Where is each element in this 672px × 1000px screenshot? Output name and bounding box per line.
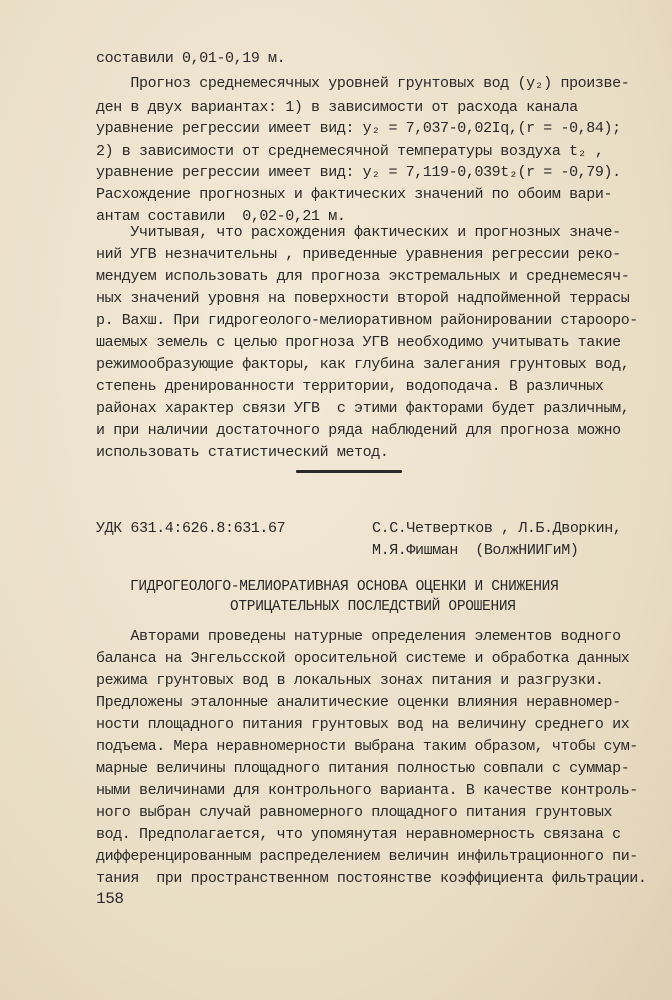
- text-line: районах характер связи УГВ с этими факторами будет различным,: [96, 400, 630, 417]
- text-line: шаемых земель с целью прогноза УГВ необходимо учитывать такие: [96, 334, 621, 351]
- text-line: ден в двух вариантах: 1) в зависимости от расхода канала: [96, 99, 578, 116]
- text-line: подъема. Мера неравномерности выбрана таким образом, чтобы сум-: [96, 738, 638, 755]
- text-line: Расхождение прогнозных и фактических значений по обоим вари-: [96, 186, 613, 203]
- text-line: степень дренированности территории, водоподача. В различных: [96, 378, 604, 395]
- text-line: антам составили 0,02-0,21 м.: [96, 208, 346, 225]
- text-line: дифференцированным распределением величин инфильтрационного пи-: [96, 848, 638, 865]
- text-line: марные величины площадного питания полностью совпали с суммар-: [96, 760, 630, 777]
- text-line: ности площадного питания грунтовых вод на величину среднего их: [96, 716, 630, 733]
- text-line: ных значений уровня на поверхности второй надпойменной террасы: [96, 290, 630, 307]
- udk-code: УДК 631.4:626.8:631.67: [96, 520, 286, 537]
- text-line: баланса на Энгельсской оросительной системе и обработка данных: [96, 650, 630, 667]
- text-line: ного выбран случай равномерного площадного питания грунтовых: [96, 804, 613, 821]
- text-line: ний УГВ незначительны , приведенные уравнения регрессии реко-: [96, 246, 621, 263]
- text-line: уравнение регрессии имеет вид: y₂ = 7,037-0,02Iq,(r = -0,84);: [96, 120, 621, 137]
- article-title-line-2: ОТРИЦАТЕЛЬНЫХ ПОСЛЕДСТВИЙ ОРОШЕНИЯ: [230, 599, 516, 615]
- text-line: Прогноз среднемесячных уровней грунтовых вод (y₂) произве-: [96, 75, 630, 92]
- page-number: 158: [96, 890, 124, 908]
- text-line: тания при пространственном постоянстве коэффициента фильтрации.: [96, 870, 647, 887]
- authors-affiliation: М.Я.Фишман (ВолжНИИГиМ): [372, 542, 579, 559]
- text-line: режима грунтовых вод в локальных зонах питания и разгрузки.: [96, 672, 604, 689]
- text-line: ными величинами для контрольного варианта. В качестве контроль-: [96, 782, 638, 799]
- text-line: р. Вахш. При гидрогеолого-мелиоративном районировании староoро-: [96, 312, 638, 329]
- article-title: ГИДРОГЕОЛОГО-МЕЛИОРАТИВНАЯ ОСНОВА ОЦЕНКИ И СНИЖЕНИЯ: [130, 579, 559, 595]
- text-line: мендуем использовать для прогноза экстремальных и среднемесяч-: [96, 268, 630, 285]
- section-divider: [296, 470, 402, 473]
- text-line: составили 0,01-0,19 м.: [96, 50, 286, 67]
- text-line: режимообразующие факторы, как глубина залегания грунтовых вод,: [96, 356, 630, 373]
- text-line: и при наличии достаточного ряда наблюдений для прогноза можно: [96, 422, 621, 439]
- text-line: вод. Предполагается, что упомянутая неравномерность связана с: [96, 826, 621, 843]
- text-line: 2) в зависимости от среднемесячной температуры воздуха t₂ ,: [96, 143, 604, 160]
- text-line: Учитывая, что расхождения фактических и прогнозных значе-: [96, 224, 621, 241]
- text-line: Предложены эталонные аналитические оценки влияния неравномер-: [96, 694, 621, 711]
- text-line: уравнение регрессии имеет вид: y₂ = 7,119-0,039t₂(r = -0,79).: [96, 164, 621, 181]
- authors-line: С.С.Четвертков , Л.Б.Дворкин,: [372, 520, 622, 537]
- text-line: использовать статистический метод.: [96, 444, 389, 461]
- text-line: Авторами проведены натурные определения элементов водного: [96, 628, 621, 645]
